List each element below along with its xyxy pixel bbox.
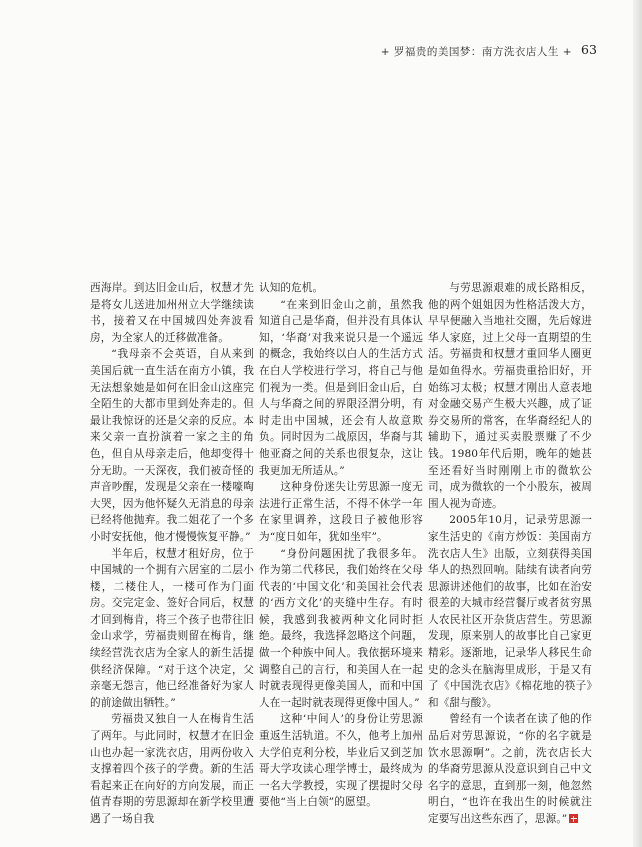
- paragraph-final: [428, 711, 592, 827]
- paragraph: 认知的危机。: [259, 282, 324, 294]
- paragraph: 这种身份迷失让劳思源一度无法进行正常生活，不得不休学一年在家里调养，这段日子被他形容为“度日如年，犹如坐牢”。: [259, 481, 423, 543]
- page-edge-shadow: [633, 0, 642, 847]
- article-end-icon: [569, 814, 578, 823]
- paragraph: 半年后，权慧才租好房，位于中国城的一个拥有六居室的二层小楼，二楼住人，一楼可作为门面房。交完定金、签好合同后，权慧才回到梅肯，将三个孩子也带往旧金山求学，劳福贵则留在梅肯，继续经营洗衣店为全家人的新生活提供经济保障。“对于这个决定，父亲毫无怨言，他已经准备好为家人的前途做出牺牲。”: [90, 547, 254, 709]
- running-header: + 罗福贵的美国梦：南方洗衣店人生 +: [380, 46, 572, 58]
- page-number: 63: [581, 42, 597, 57]
- paragraph: 与劳思源艰难的成长路相反，他的两个姐姐因为性格活泼大方，早早便融入当地社交圈，先后嫁进华人家庭，过上父母一直期望的生活。劳福贵和权慧才重回华人圈更是如鱼得水。劳福贵重拾旧好，开始练习太极；权慧才刚出人意表地对金融交易产生极大兴趣，成了证券交易所的常客，在华裔经纪人的辅助下，通过买卖股票赚了不少钱。1980年代后期，晚年的她甚至还看好当时刚刚上市的微软公司，成为微软的一个小股东，被周围人视为奇迹。: [428, 282, 592, 510]
- paragraph: “我母亲不会英语，自从来到美国后就一直生活在南方小镇，我无法想象她是如何在旧金山这座完全陌生的大都市里到处奔走的。但最让我惊讶的还是父亲的反应。本来父亲一直扮演着一家之主的角色，但自从母亲走后，他却变得十分无助。一天深夜，我们被奇怪的声音吵醒，发现是父亲在一楼嚎啕大哭，因为他怀疑久无消息的母亲已经将他抛弃。我二姐花了一个多小时安抚他，他才慢慢恢复平静。”: [90, 348, 254, 543]
- text-column-3: [428, 280, 592, 828]
- text-column-2: [259, 280, 423, 811]
- paragraph-text: 曾经有一个读者在读了他的作品后对劳思源说，“你的名字就是饮水思源啊”。之前，洗衣店长大的华裔劳思源从没意识到自己中文名字的意思，直到那一刻，他忽然明白，“也许在我出生的时候就注定要写出这些东西了，思源。”: [428, 713, 592, 825]
- paragraph: 西海岸。到达旧金山后，权慧才先是将女儿送进加州州立大学继续读书，接着又在中国城四处奔波看房，为全家人的迁移做准备。: [90, 282, 254, 344]
- text-column-1: [90, 280, 254, 828]
- paragraph: “身份问题困扰了我很多年。作为第二代移民，我们始终在父母代表的‘中国文化’和美国社会代表的‘西方文化’的夹缝中生存。有时候，我感到我被两种文化同时拒绝。最终，我选择忽略这个问题，做一个种族中间人。我依据环境来调整自己的言行，和美国人在一起时就表现得更像美国人，而和中国人在一起时就表现得更像中国人。”: [259, 547, 423, 709]
- paragraph: 劳福贵又独自一人在梅肯生活了两年。与此同时，权慧才在旧金山也办起一家洗衣店，用两份收入支撑着四个孩子的学费。新的生活看起来正在向好的方向发展，而正值青春期的劳思源却在新学校里遭遇了一场自我: [90, 713, 254, 825]
- paragraph: 这种‘中间人’的身份让劳思源重返生活轨道。不久，他考上加州大学伯克利分校，毕业后又到芝加哥大学攻读心理学博士，最终成为一名大学教授，实现了摆提时父母要他“当上白领”的愿望。: [259, 713, 423, 809]
- paragraph: “在来到旧金山之前，虽然我知道自己是华裔，但并没有具体认知，‘华裔’对我来说只是一个遥远的概念，我始终以白人的生活方式在白人学校进行学习，将自己与他们视为一类。但是到旧金山后，白人与华裔之间的界限泾渭分明，有时走出中国城，还会有人故意欺负。同时因为二战原因，华裔与其他亚裔之间的关系也很复杂，这让我更加无所适从。”: [259, 298, 423, 477]
- paragraph: 2005年10月，记录劳思源一家生活史的《南方炒饭：美国南方洗衣店人生》出版，立刻获得美国华人的热烈回响。陆续有读者向劳思源讲述他们的故事，比如在治安很差的大城市经营餐厅或者贫穷黑人农民社区开杂货店营生。劳思源发现，原来别人的故事比自己家更精彩。逐渐地，记录华人移民生命史的念头在脑海里成形，于是又有了《中国洗衣店》《棉花地的筷子》和《甜与酸》。: [428, 514, 592, 709]
